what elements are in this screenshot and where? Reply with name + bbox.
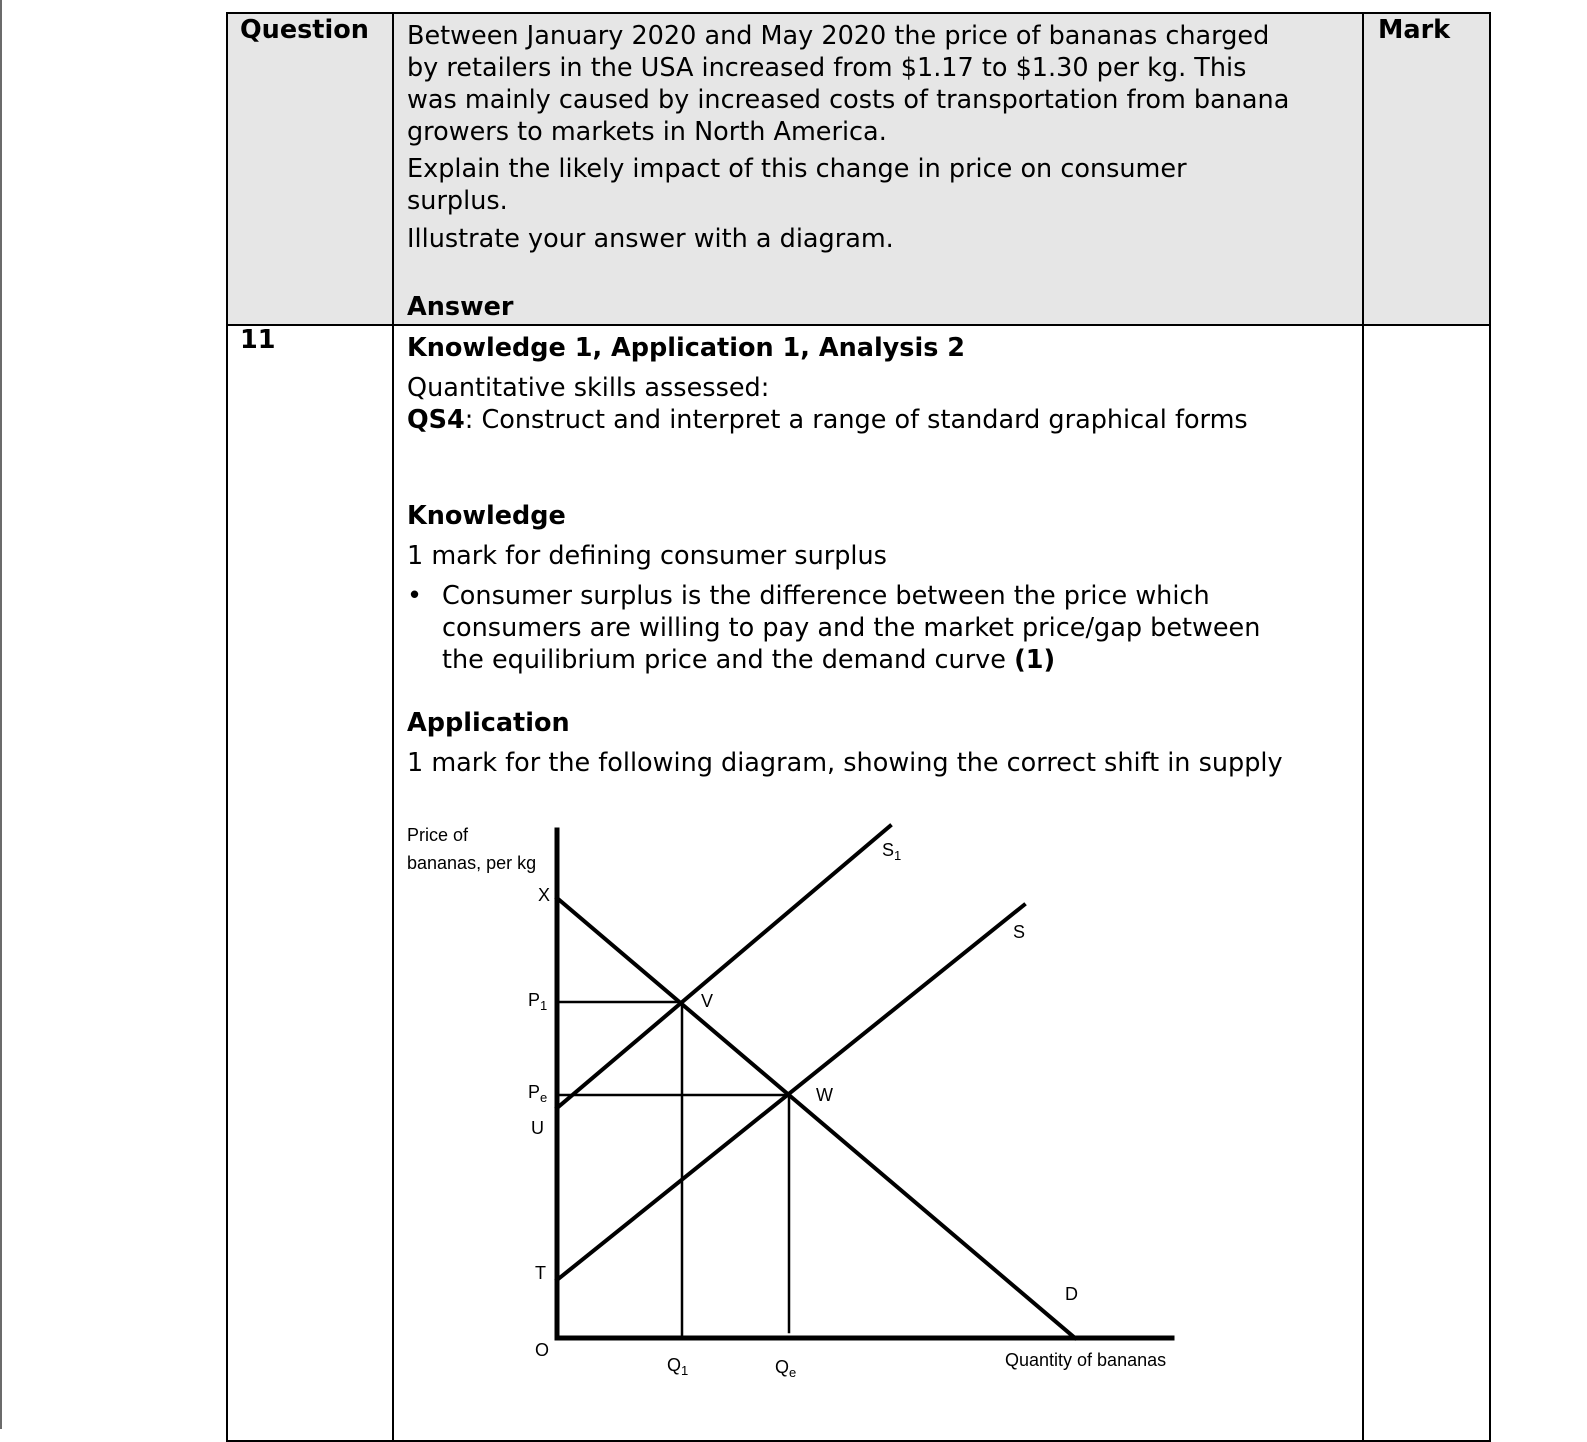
mark-header: Mark xyxy=(1378,15,1451,45)
d-label: D xyxy=(1065,1284,1078,1304)
question-number: 11 xyxy=(240,325,276,355)
qe-label: $Q_e$ xyxy=(775,1357,797,1380)
marks-heading: Knowledge 1, Application 1, Analysis 2 xyxy=(407,333,966,363)
knowledge-heading: Knowledge xyxy=(407,501,566,531)
explain-line: surplus. xyxy=(407,186,508,216)
demand-curve-d xyxy=(557,898,1075,1338)
s1-label: $S_1$ xyxy=(882,840,902,863)
question-line: growers to markets in North America. xyxy=(407,117,887,147)
q1-label: $Q_1$ xyxy=(667,1355,689,1378)
point-w-label: W xyxy=(816,1085,833,1105)
supply-curve-s xyxy=(557,905,1024,1280)
answer-label: Answer xyxy=(407,292,514,322)
pe-label: $P_e$ xyxy=(528,1082,548,1105)
supply-curve-s1 xyxy=(557,826,890,1108)
point-v-label: V xyxy=(701,991,714,1011)
point-x-label: X xyxy=(538,885,551,905)
bullet-line: consumers are willing to pay and the market price/gap between xyxy=(442,613,1261,643)
qs-text: : Construct and interpret a range of standard graphical forms xyxy=(464,405,1248,435)
x-axis-label: Quantity of bananas xyxy=(1005,1350,1167,1370)
bullet-mark: (1) xyxy=(1014,645,1056,675)
bullet-icon: • xyxy=(407,581,423,611)
question-header: Question xyxy=(240,15,369,45)
bullet-text: the equilibrium price and the demand curve xyxy=(442,645,1015,675)
question-line: was mainly caused by increased costs of transportation from banana xyxy=(407,85,1290,115)
application-heading: Application xyxy=(407,708,570,738)
knowledge-mark: 1 mark for defining consumer surplus xyxy=(407,541,887,571)
bullet-line: Consumer surplus is the difference between the price which xyxy=(442,581,1210,611)
illustrate-line: Illustrate your answer with a diagram. xyxy=(407,224,894,254)
y-axis-label-1: Price of xyxy=(407,825,469,845)
application-mark: 1 mark for the following diagram, showing the correct shift in supply xyxy=(407,748,1283,778)
qs-code: QS4 xyxy=(407,405,465,435)
question-line: by retailers in the USA increased from $1.17 to $1.30 per kg. This xyxy=(407,53,1247,83)
explain-line: Explain the likely impact of this change in price on consumer xyxy=(407,154,1187,184)
point-u-label: U xyxy=(531,1118,544,1138)
s-label: S xyxy=(1013,922,1026,942)
y-axis-label-2: bananas, per kg xyxy=(407,853,537,873)
origin-label: O xyxy=(535,1340,550,1360)
point-t-label: T xyxy=(535,1263,546,1283)
question-line: Between January 2020 and May 2020 the price of bananas charged xyxy=(407,21,1270,51)
qs-intro: Quantitative skills assessed: xyxy=(407,373,770,403)
p1-label: $P_1$ xyxy=(528,990,548,1013)
